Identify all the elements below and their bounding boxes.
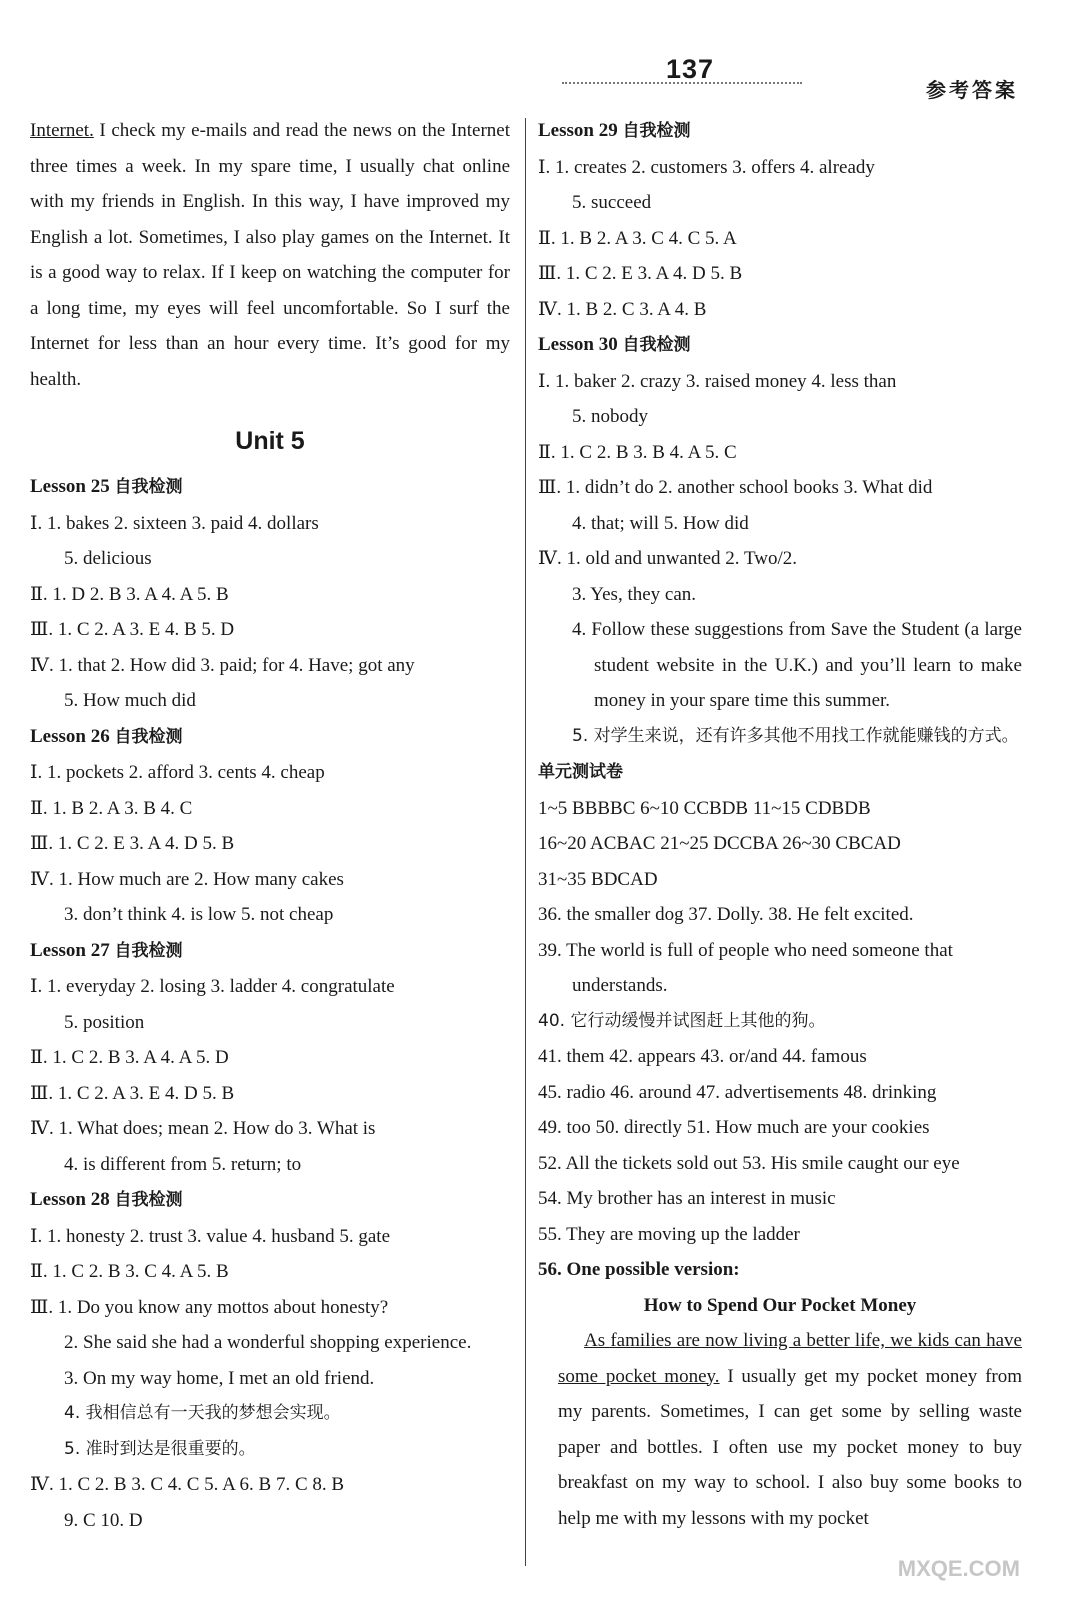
answer-line: Ⅲ. 1. C 2. E 3. A 4. D 5. B (538, 263, 743, 284)
answer-line: 9. C 10. D (64, 1509, 143, 1531)
answer-line: Ⅲ. 1. C 2. A 3. E 4. B 5. D (30, 619, 235, 640)
answer-line: 55. They are moving up the ladder (538, 1223, 800, 1245)
answer-paragraph: 5. 对学生来说，还有许多其他不用找工作就能赚钱的方式。 (572, 725, 1019, 746)
answer-paragraph: 4. Follow these suggestions from Save the Student (a large student website in the U.K.) and you’ll learn to make money in your spare time this summer. (572, 619, 1022, 711)
lesson-26-heading: Lesson 26 自我检测 (30, 725, 183, 747)
lesson-27-heading: Lesson 27 自我检测 (30, 939, 183, 961)
answer-line: 5. delicious (64, 548, 152, 569)
header-decoration (562, 82, 802, 92)
answer-line: 3. Yes, they can. (572, 583, 697, 605)
answer-line: 5. 准时到达是很重要的。 (64, 1438, 256, 1459)
answer-line: 49. too 50. directly 51. How much are your cookies (538, 1117, 930, 1138)
answer-line: 4. 我相信总有一天我的梦想会实现。 (64, 1403, 341, 1423)
answer-line: Ⅰ. 1. pockets 2. afford 3. cents 4. cheap (30, 762, 325, 783)
answer-line: understands. (572, 975, 668, 996)
intro-paragraph: Internet. I check my e-mails and read the news on the Internet three times a week. In my spare time, I usually chat online with my friends in English. In this way, I have improved my English a lot. Sometimes, I also play games on the Internet. It is a good way to relax. If I keep on watching the computer for a long time, my eyes will feel uncomfortable. So I surf the Internet for less than an hour every time. It’s good for my health. (30, 120, 510, 390)
answer-line: 16~20 ACBAC 21~25 DCCBA 26~30 CBCAD (538, 833, 901, 854)
unit-title: Unit 5 (235, 427, 305, 455)
answer-line: Ⅰ. 1. bakes 2. sixteen 3. paid 4. dollars (30, 512, 319, 534)
lesson-29-heading: Lesson 29 自我检测 (538, 120, 691, 141)
answer-line: 39. The world is full of people who need someone that (538, 939, 953, 961)
answer-line: 2. She said she had a wonderful shopping experience. (64, 1332, 472, 1353)
answer-line: 4. that; will 5. How did (572, 512, 749, 534)
answer-line: Ⅱ. 1. B 2. A 3. C 4. C 5. A (538, 227, 737, 249)
answer-line: 41. them 42. appears 43. or/and 44. famous (538, 1046, 867, 1067)
answer-line: 1~5 BBBBC 6~10 CCBDB 11~15 CDBDB (538, 797, 871, 819)
page-number: 137 (665, 54, 715, 84)
answer-line: Ⅱ. 1. C 2. B 3. C 4. A 5. B (30, 1261, 229, 1282)
answer-line: 3. don’t think 4. is low 5. not cheap (64, 904, 334, 925)
answer-line: 5. position (64, 1011, 145, 1033)
answer-line: Ⅰ. 1. baker 2. crazy 3. raised money 4. less than (538, 370, 897, 392)
answer-line: 56. One possible version: (538, 1259, 740, 1280)
unit-test-heading: 单元测试卷 (538, 762, 623, 782)
answer-line: Ⅳ. 1. old and unwanted 2. Two/2. (538, 548, 797, 569)
answer-line: 31~35 BDCAD (538, 868, 658, 890)
right-column (538, 113, 1022, 1536)
answer-line: 52. All the tickets sold out 53. His smile caught our eye (538, 1152, 960, 1174)
answer-line: 54. My brother has an interest in music (538, 1188, 836, 1209)
answer-line: Ⅰ. 1. honesty 2. trust 3. value 4. husband 5. gate (30, 1225, 391, 1247)
answer-line: Ⅰ. 1. creates 2. customers 3. offers 4. already (538, 156, 875, 178)
answer-line: Ⅱ. 1. C 2. B 3. B 4. A 5. C (538, 441, 737, 463)
answer-line: 3. On my way home, I met an old friend. (64, 1367, 375, 1389)
answer-line: Ⅲ. 1. Do you know any mottos about honesty? (30, 1296, 389, 1318)
answer-line: Ⅱ. 1. C 2. B 3. A 4. A 5. D (30, 1047, 229, 1068)
column-divider (525, 118, 526, 1566)
answer-line: 45. radio 46. around 47. advertisements 48. drinking (538, 1081, 937, 1103)
answer-line: Ⅲ. 1. C 2. E 3. A 4. D 5. B (30, 833, 235, 854)
lesson-25-heading: Lesson 25 自我检测 (30, 476, 183, 497)
essay-title: How to Spend Our Pocket Money (643, 1294, 917, 1316)
answer-line: Ⅳ. 1. What does; mean 2. How do 3. What is (30, 1118, 376, 1139)
answer-line: Ⅱ. 1. D 2. B 3. A 4. A 5. B (30, 583, 229, 605)
answer-line: 4. is different from 5. return; to (64, 1153, 302, 1175)
watermark: MXQE.COM (897, 1556, 1020, 1581)
answer-line: 5. succeed (572, 192, 652, 213)
answer-line: Ⅳ. 1. B 2. C 3. A 4. B (538, 298, 707, 320)
answer-line: 40. 它行动缓慢并试图赶上其他的狗。 (538, 1010, 826, 1031)
answer-line: 5. nobody (572, 406, 648, 427)
answer-line: 5. How much did (64, 690, 196, 711)
essay-paragraph: As families are now living a better life, we kids can have some pocket money. I usually get my pocket money from my parents. Sometimes, I can get some by selling waste paper and bottles. I often use my pocket money to buy breakfast on my way to school. I also buy some books to help me with my lessons with my pocket (558, 1330, 1022, 1529)
lesson-30-heading: Lesson 30 自我检测 (538, 334, 691, 355)
answer-line: Ⅲ. 1. C 2. A 3. E 4. D 5. B (30, 1082, 235, 1104)
answer-line: Ⅳ. 1. C 2. B 3. C 4. C 5. A 6. B 7. C 8. B (30, 1474, 345, 1495)
answer-line: Ⅰ. 1. everyday 2. losing 3. ladder 4. congratulate (30, 976, 395, 997)
answer-line: Ⅳ. 1. that 2. How did 3. paid; for 4. Have; got any (30, 654, 415, 676)
answer-line: 36. the smaller dog 37. Dolly. 38. He felt excited. (538, 904, 914, 925)
lesson-28-heading: Lesson 28 自我检测 (30, 1189, 183, 1210)
answer-line: Ⅱ. 1. B 2. A 3. B 4. C (30, 797, 193, 819)
answer-line: Ⅲ. 1. didn’t do 2. another school books 3. What did (538, 477, 933, 498)
answer-line: Ⅳ. 1. How much are 2. How many cakes (30, 868, 344, 890)
section-title: 参考答案 (926, 78, 1018, 102)
left-column (30, 113, 510, 1538)
